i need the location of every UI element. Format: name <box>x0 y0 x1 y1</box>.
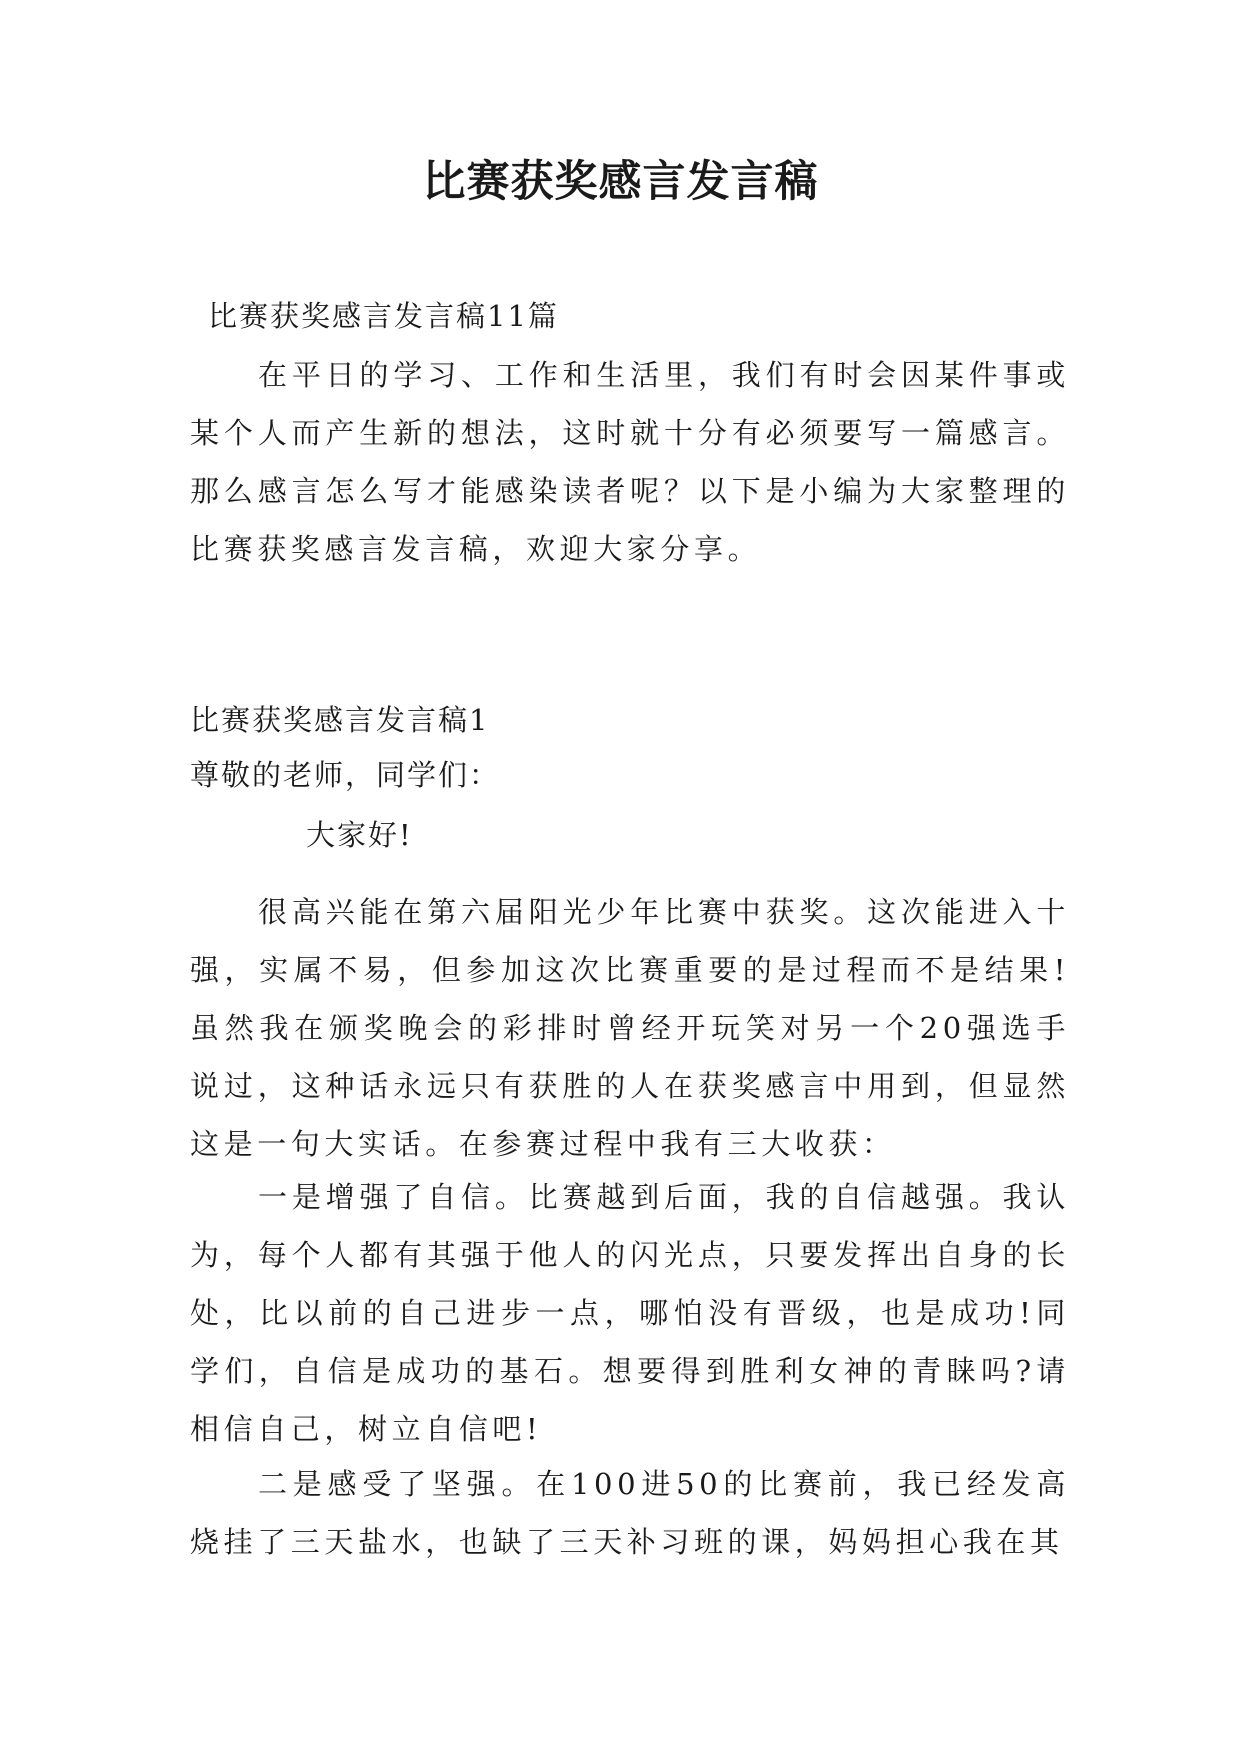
intro-paragraph: 在平日的学习、工作和生活里，我们有时会因某件事或某个人而产生新的想法，这时就十分有必须要写一篇感言。那么感言怎么写才能感染读者呢？以下是小编为大家整理的比赛获奖感言发言稿，欢迎大家分享。 <box>190 358 1070 566</box>
section-heading: 比赛获奖感言发言稿1 <box>190 703 490 737</box>
salutation: 尊敬的老师，同学们： <box>190 758 501 792</box>
body-paragraph: 很高兴能在第六届阳光少年比赛中获奖。这次能进入十强，实属不易，但参加这次比赛重要的是过程而不是结果!虽然我在颁奖晚会的彩排时曾经开玩笑对另一个20强选手说过，这种话永远只有获胜的人在获奖感言中用到，但显然这是一句大实话。在参赛过程中我有三大收获： <box>190 895 1070 1161</box>
body-paragraph: 二是感受了坚强。在100进50的比赛前，我已经发高烧挂了三天盐水，也缺了三天补习班的课，妈妈担心我在其 <box>190 1467 1070 1559</box>
document-title: 比赛获奖感言发言稿 <box>422 157 819 207</box>
greeting: 大家好! <box>306 818 413 852</box>
body-paragraph: 一是增强了自信。比赛越到后面，我的自信越强。我认为，每个人都有其强于他人的闪光点，只要发挥出自身的长处，比以前的自己进步一点，哪怕没有晋级，也是成功!同学们，自信是成功的基石。想要得到胜利女神的青睐吗?请相信自己，树立自信吧! <box>190 1180 1070 1446</box>
document-subtitle: 比赛获奖感言发言稿11篇 <box>208 299 559 333</box>
